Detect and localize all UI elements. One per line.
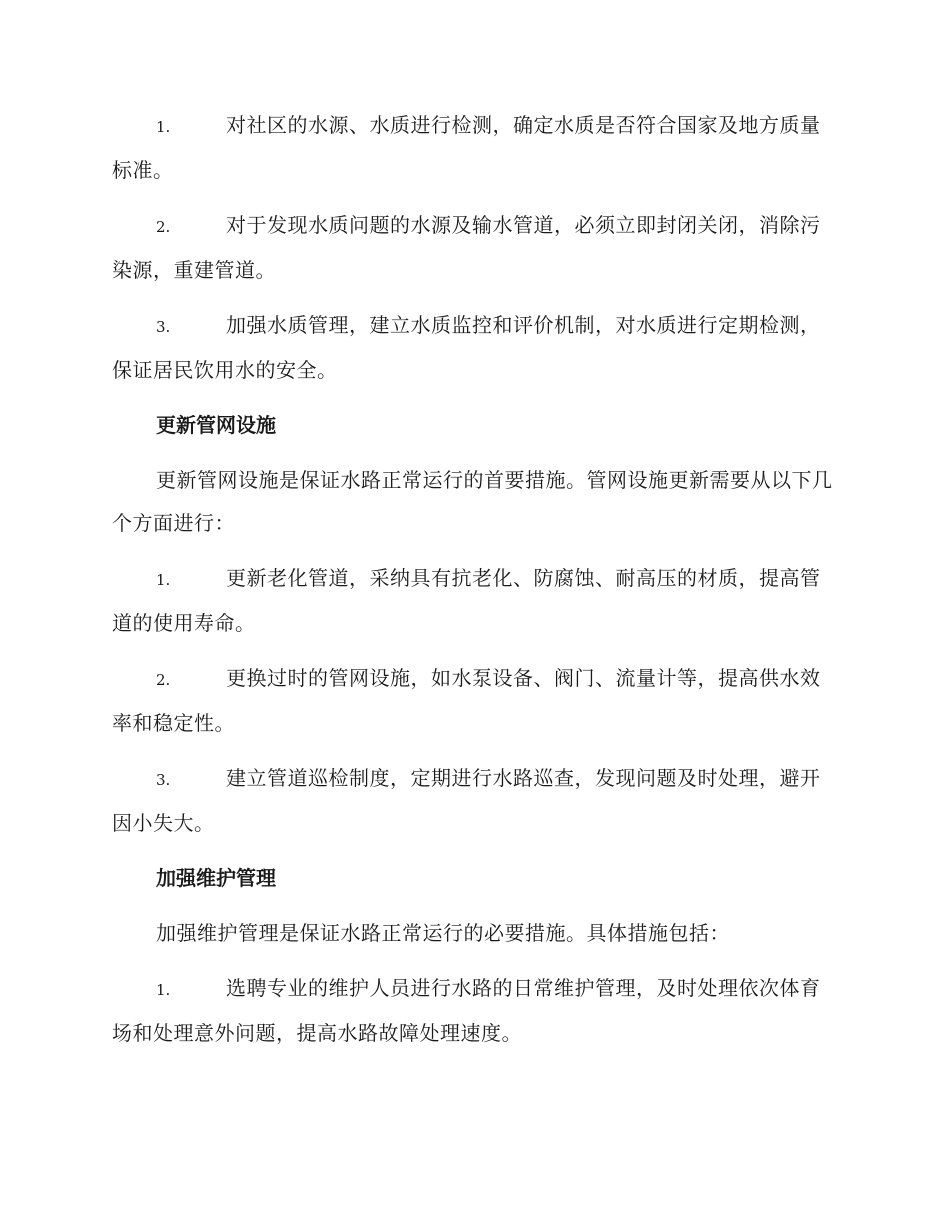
list-item — [112, 557, 834, 645]
list-text: 对于发现水质问题的水源及输水管道，必须立即封闭关闭，消除污染源，重建管道。 — [112, 213, 821, 282]
section-intro: 更新管网设施是保证水路正常运行的首要措施。管网设施更新需要从以下几个方面进行： — [112, 468, 833, 535]
list-number: 3. — [156, 318, 171, 336]
list-number: 1. — [156, 981, 171, 999]
list-number: 3. — [156, 771, 171, 789]
list-text: 更新老化管道，采纳具有抗老化、防腐蚀、耐高压的材质，提高管道的使用寿命。 — [112, 566, 821, 635]
list-item — [112, 104, 834, 192]
section-heading: 更新管网设施 — [156, 413, 276, 437]
list-number: 1. — [156, 571, 171, 589]
list-item — [112, 757, 834, 845]
document-content — [112, 104, 834, 1067]
list-number: 2. — [156, 671, 171, 689]
list-item — [112, 204, 834, 292]
section-intro: 加强维护管理是保证水路正常运行的必要措施。具体措施包括： — [156, 921, 730, 945]
list-number: 1. — [156, 118, 171, 136]
list-text: 加强水质管理，建立水质监控和评价机制，对水质进行定期检测，保证居民饮用水的安全。 — [112, 313, 821, 382]
list-text: 建立管道巡检制度，定期进行水路巡查，发现问题及时处理，避开因小失大。 — [112, 766, 821, 835]
section-heading: 加强维护管理 — [156, 866, 276, 890]
list-text: 选聘专业的维护人员进行水路的日常维护管理，及时处理依次体育场和处理意外问题，提高水路故障处理速度。 — [112, 976, 821, 1045]
list-text: 更换过时的管网设施，如水泵设备、阀门、流量计等，提高供水效率和稳定性。 — [112, 666, 821, 735]
list-text: 对社区的水源、水质进行检测，确定水质是否符合国家及地方质量标准。 — [112, 113, 821, 182]
list-item — [112, 657, 834, 745]
list-number: 2. — [156, 218, 171, 236]
list-item — [112, 967, 834, 1055]
list-item — [112, 304, 834, 392]
